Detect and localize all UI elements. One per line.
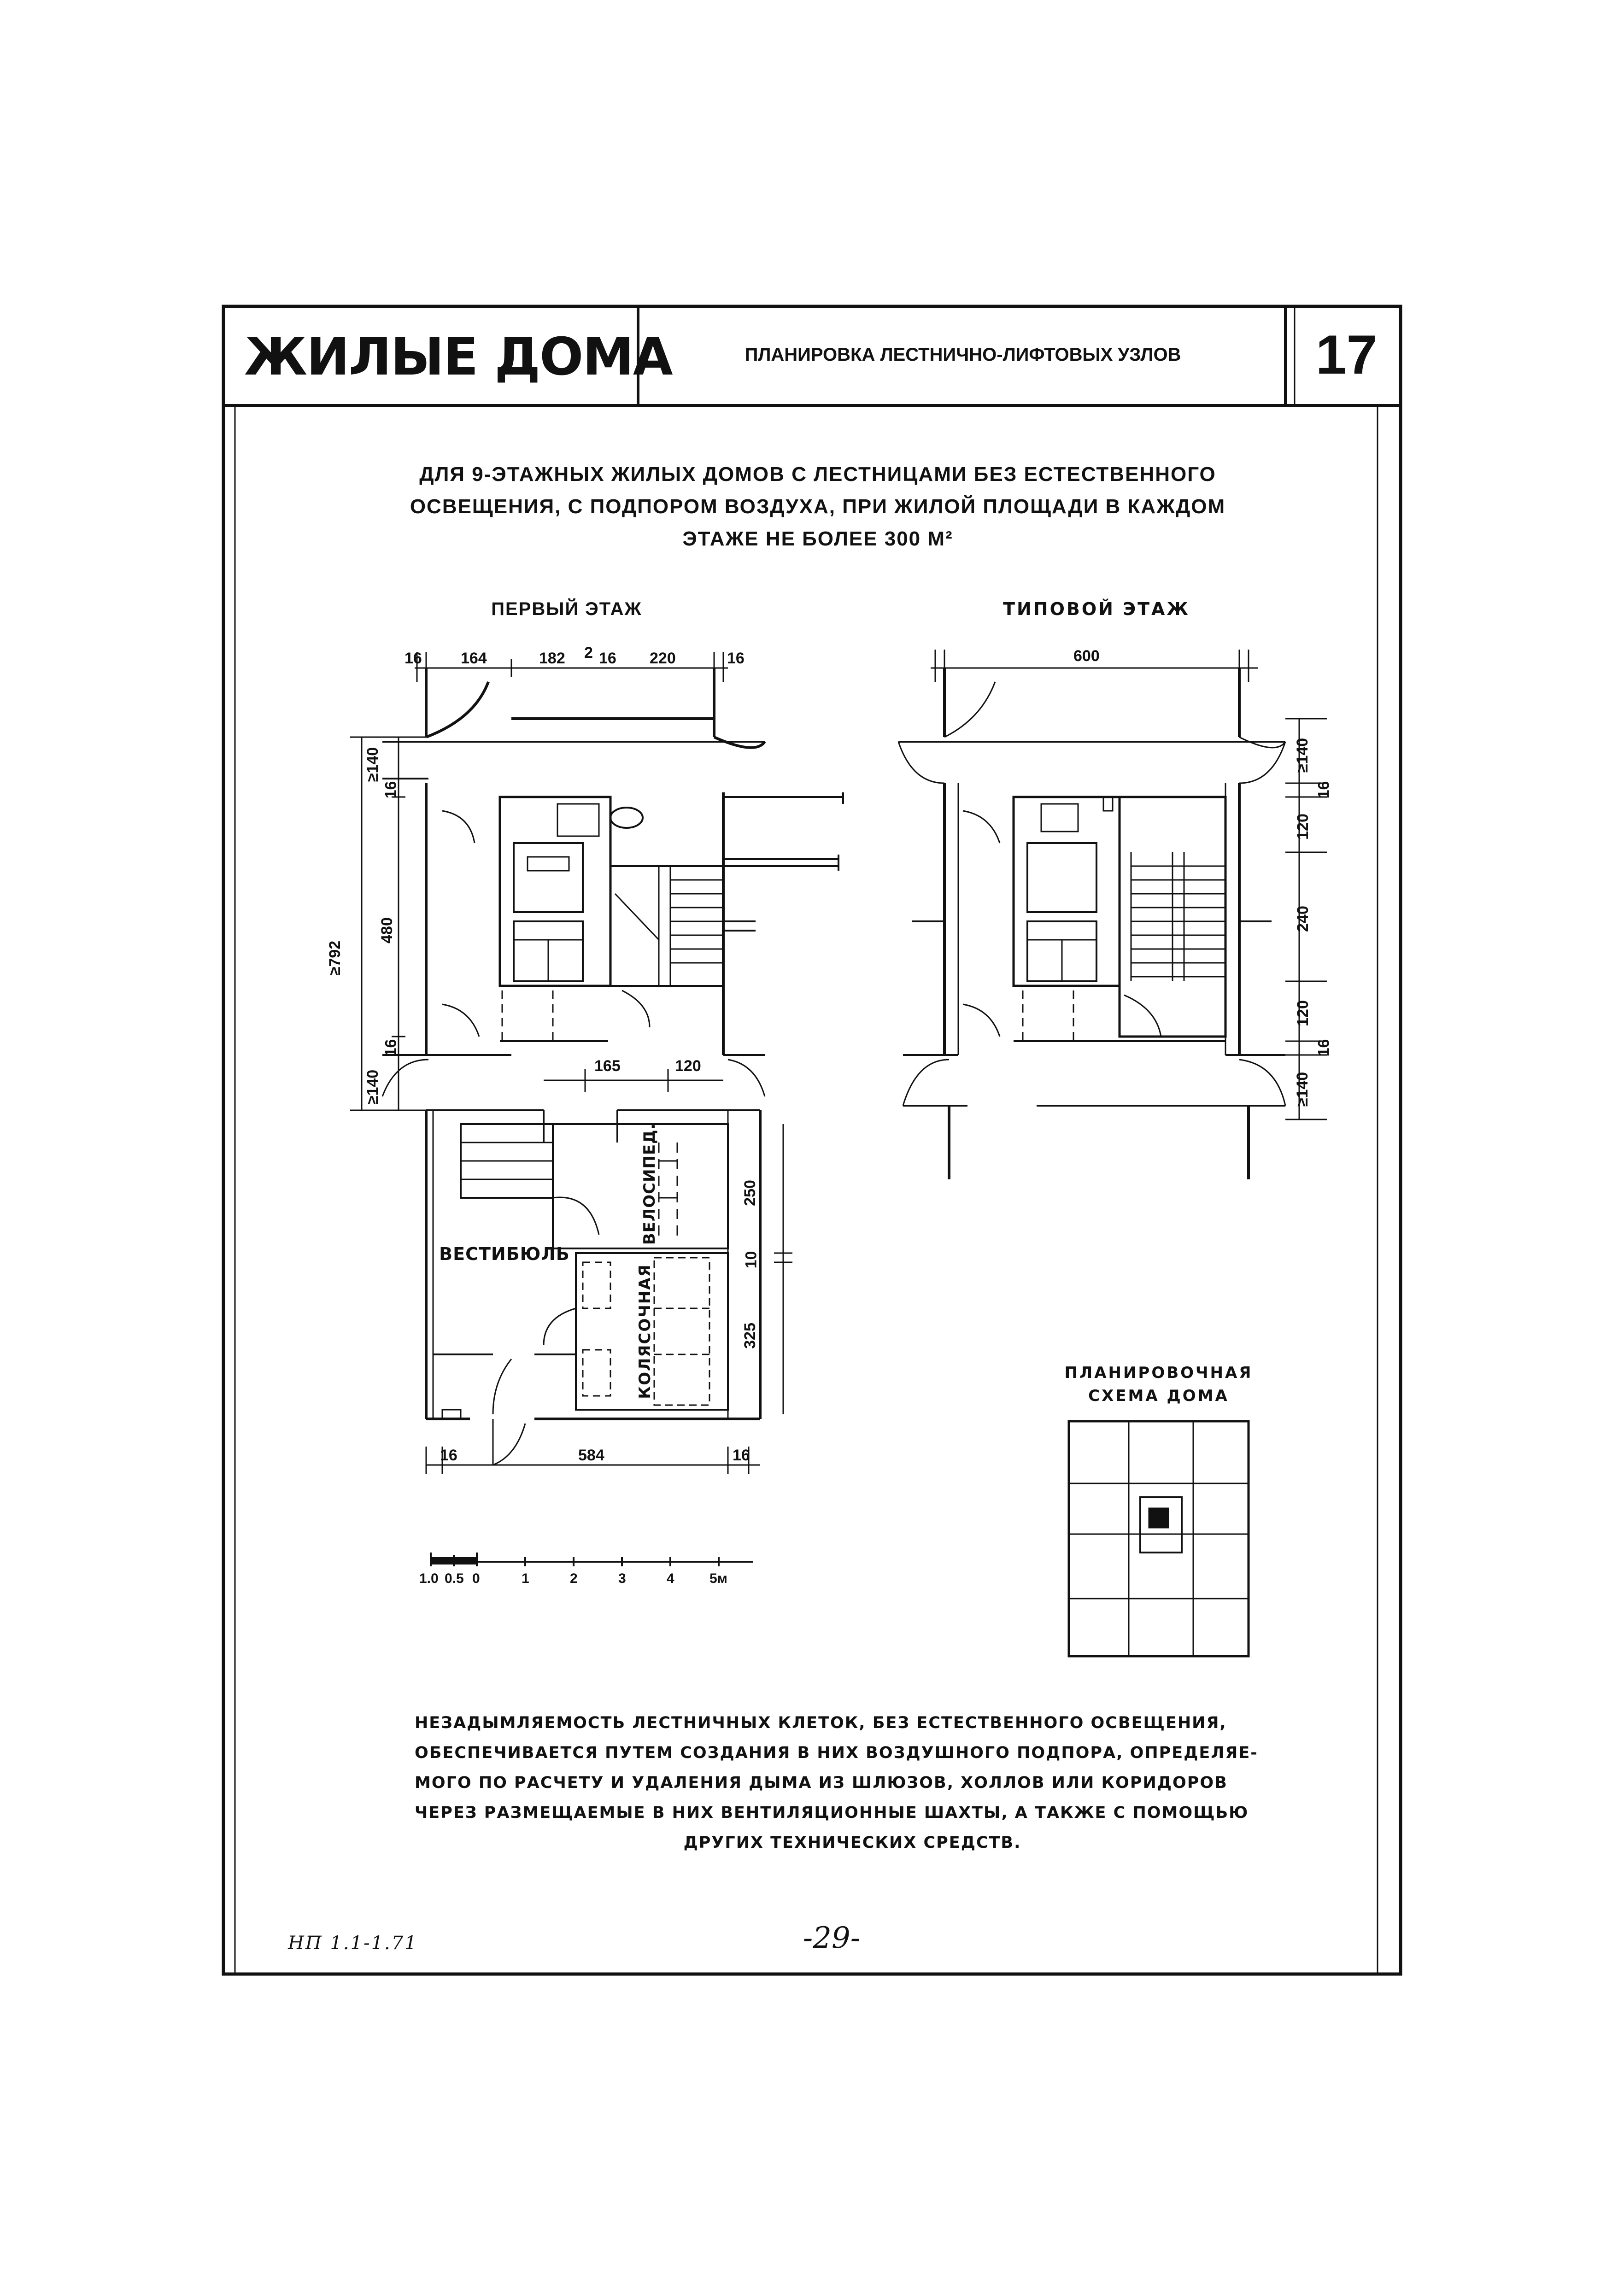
typ-dim-right-1: ≥140 xyxy=(1294,738,1312,773)
scale-label-6: 3 xyxy=(618,1571,626,1586)
sheet-number: 17 xyxy=(1315,324,1378,386)
scheme-title-line-1: ПЛАНИРОВОЧНАЯ xyxy=(1064,1364,1253,1382)
dim-top-3: 182 xyxy=(539,650,565,667)
typ-dim-top: 600 xyxy=(1073,647,1100,665)
dim-right-3: 325 xyxy=(741,1323,759,1349)
dim-right-1: 250 xyxy=(741,1180,759,1206)
sheet-subject: ПЛАНИРОВКА ЛЕСТНИЧНО-ЛИФТОВЫХ УЗЛОВ xyxy=(745,345,1181,365)
dim-top-5: 16 xyxy=(599,650,616,667)
dim-left-5: ≥140 xyxy=(364,1069,382,1105)
dim-top-1: 16 xyxy=(405,650,422,667)
dim-bottom-2: 584 xyxy=(578,1447,604,1464)
note-line-4: ЧЕРЕЗ РАЗМЕЩАЕМЫЕ В НИХ ВЕНТИЛЯЦИОННЫЕ ШАХТЫ, А ТАКЖЕ С ПОМОЩЬЮ xyxy=(415,1804,1249,1822)
intro-line-3: ЭТАЖЕ НЕ БОЛЕЕ 300 М² xyxy=(682,527,953,550)
dim-top-7: 16 xyxy=(727,650,745,667)
scale-label-2: 0.5 xyxy=(445,1571,464,1586)
typ-dim-right-5: 120 xyxy=(1294,1000,1312,1026)
dim-overall: ≥792 xyxy=(326,940,344,976)
dim-left-2: 16 xyxy=(382,781,400,799)
dim-top-4: 2 xyxy=(584,644,593,662)
typ-dim-right-4: 240 xyxy=(1294,906,1312,932)
dim-top-2: 164 xyxy=(461,650,487,667)
page-number: -29- xyxy=(803,1921,861,1955)
typ-dim-right-6: 16 xyxy=(1315,1039,1333,1057)
note-line-2: ОБЕСПЕЧИВАЕТСЯ ПУТЕМ СОЗДАНИЯ В НИХ ВОЗДУШНОГО ПОДПОРА, ОПРЕДЕЛЯЕ- xyxy=(415,1744,1258,1762)
brand-title: ЖИЛЫЕ ДОМА xyxy=(244,327,672,387)
dim-left-3: 480 xyxy=(378,917,396,943)
dim-right-2: 10 xyxy=(742,1251,760,1269)
intro-line-2: ОСВЕЩЕНИЯ, С ПОДПОРОМ ВОЗДУХА, ПРИ ЖИЛОЙ ПЛОЩАДИ В КАЖДОМ xyxy=(410,495,1226,518)
scale-label-4: 1 xyxy=(522,1571,529,1586)
document-code: НП 1.1-1.71 xyxy=(288,1933,418,1954)
scale-label-5: 2 xyxy=(570,1571,578,1586)
intro-line-1: ДЛЯ 9-ЭТАЖНЫХ ЖИЛЫХ ДОМОВ С ЛЕСТНИЦАМИ БЕЗ ЕСТЕСТВЕННОГО xyxy=(419,463,1216,486)
dim-left-1: ≥140 xyxy=(364,747,382,782)
note-line-1: НЕЗАДЫМЛЯЕМОСТЬ ЛЕСТНИЧНЫХ КЛЕТОК, БЕЗ ЕСТЕСТВЕННОГО ОСВЕЩЕНИЯ, xyxy=(415,1714,1227,1732)
typ-dim-right-7: ≥140 xyxy=(1294,1072,1312,1107)
room-bicycles: ВЕЛОСИПЕД. xyxy=(640,1123,659,1245)
typical-floor-title: ТИПОВОЙ ЭТАЖ xyxy=(1003,599,1190,619)
note-line-3: МОГО ПО РАСЧЕТУ И УДАЛЕНИЯ ДЫМА ИЗ ШЛЮЗОВ, ХОЛЛОВ ИЛИ КОРИДОРОВ xyxy=(415,1774,1228,1792)
dim-mid-2: 120 xyxy=(675,1057,701,1075)
house-scheme xyxy=(1069,1421,1249,1656)
typ-dim-right-2: 16 xyxy=(1315,781,1333,799)
typ-dim-right-3: 120 xyxy=(1294,814,1312,840)
dim-left-4: 16 xyxy=(382,1039,400,1057)
dim-top-6: 220 xyxy=(650,650,676,667)
room-strollers: КОЛЯСОЧНАЯ xyxy=(636,1264,654,1399)
scale-bar xyxy=(431,1553,753,1566)
scale-label-7: 4 xyxy=(667,1571,674,1586)
typical-floor-plan xyxy=(898,650,1327,1179)
dim-bottom-1: 16 xyxy=(440,1447,457,1464)
note-line-5: ДРУГИХ ТЕХНИЧЕСКИХ СРЕДСТВ. xyxy=(683,1834,1021,1852)
first-floor-title: ПЕРВЫЙ ЭТАЖ xyxy=(491,599,642,619)
scale-label-8: 5м xyxy=(709,1571,727,1586)
scale-label-3: 0 xyxy=(472,1571,480,1586)
dim-mid-1: 165 xyxy=(594,1057,621,1075)
dim-bottom-3: 16 xyxy=(733,1447,750,1464)
scale-label-1: 1.0 xyxy=(419,1571,439,1586)
scheme-title-line-2: СХЕМА ДОМА xyxy=(1088,1387,1229,1405)
room-vestibule: ВЕСТИБЮЛЬ xyxy=(439,1244,570,1264)
